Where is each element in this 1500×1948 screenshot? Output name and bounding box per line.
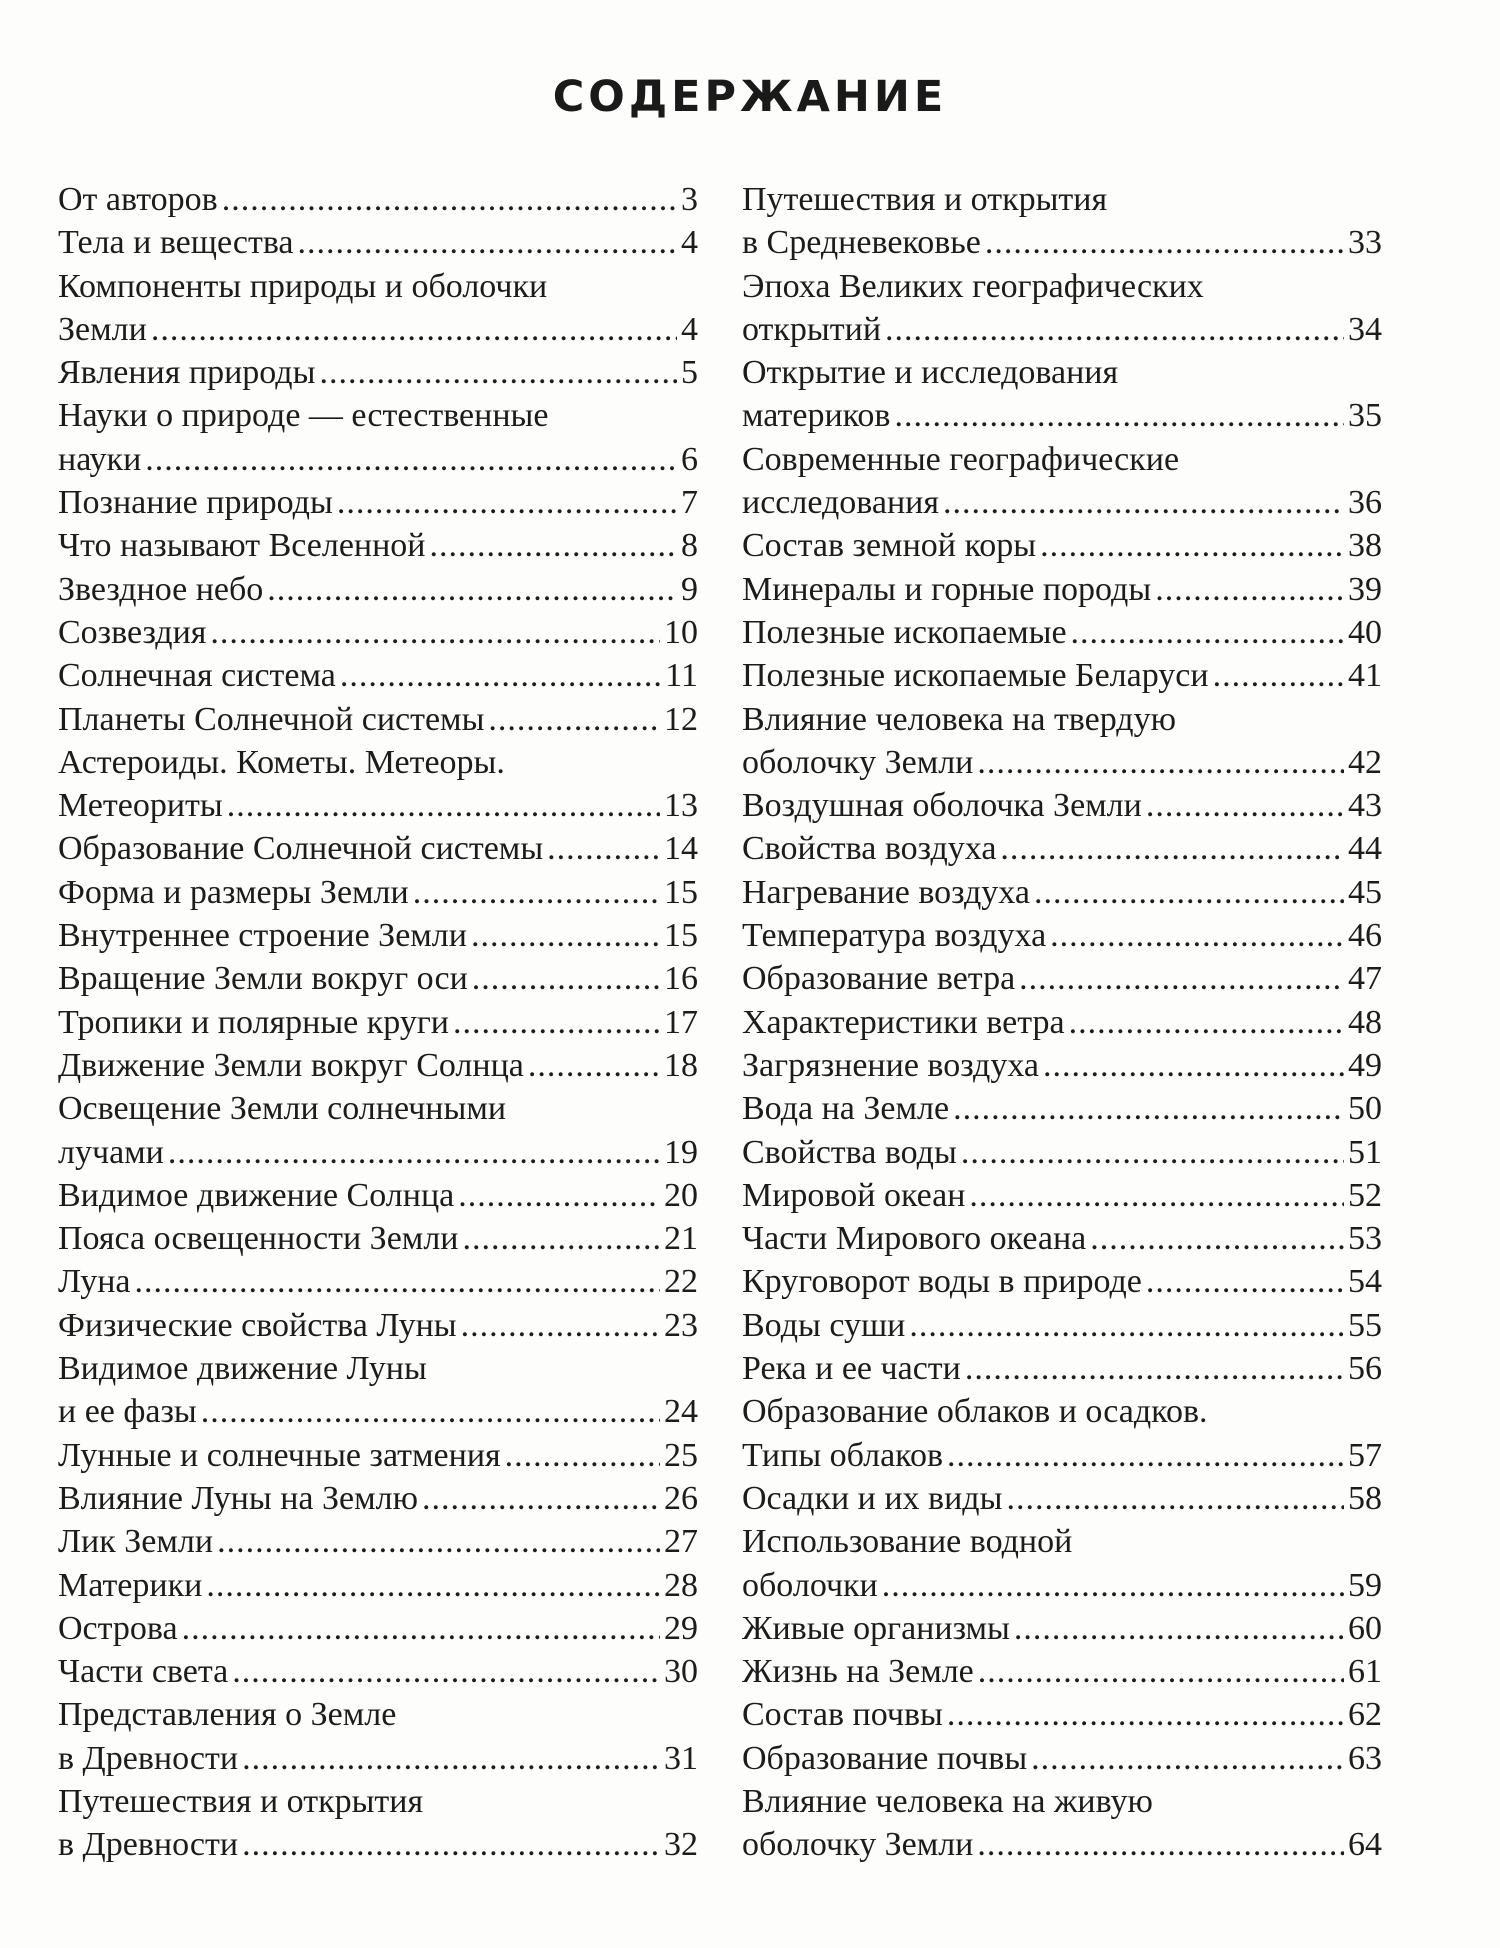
dot-leader	[1155, 568, 1344, 611]
toc-entry-title: Воды суши	[742, 1306, 906, 1344]
dot-leader	[947, 1693, 1344, 1736]
toc-entry-title: Вращение Земли вокруг оси	[58, 960, 468, 998]
toc-page-number: 9	[681, 570, 698, 608]
toc-entry-title: Состав земной коры	[742, 527, 1037, 565]
dot-leader	[458, 1174, 660, 1217]
dot-leader	[943, 481, 1344, 524]
toc-entry-title: исследования	[742, 484, 940, 522]
toc-entry-title: и ее фазы	[58, 1393, 197, 1431]
dot-leader	[1006, 1477, 1344, 1520]
toc-entry-title: Видимое движение Солнца	[58, 1176, 455, 1214]
dot-leader	[453, 1001, 660, 1044]
toc-entry	[58, 1693, 698, 1780]
toc-entry	[58, 178, 698, 221]
toc-entry-title: Явления природы	[58, 354, 316, 392]
toc-entry-title: Видимое движение Луны	[58, 1350, 427, 1388]
toc-entry	[742, 1520, 1382, 1607]
toc-page-number: 58	[1348, 1479, 1382, 1517]
dot-leader	[1019, 957, 1344, 1000]
dot-leader	[985, 221, 1344, 264]
toc-entry-title: Влияние человека на живую	[742, 1782, 1153, 1820]
dot-leader	[462, 1217, 660, 1260]
toc-entry	[58, 654, 698, 697]
toc-page-number: 14	[664, 830, 698, 868]
dot-leader	[909, 1304, 1344, 1347]
toc-entry	[742, 1477, 1382, 1520]
toc-page-number: 41	[1348, 657, 1382, 695]
toc-entry	[742, 265, 1382, 352]
dot-leader	[488, 698, 660, 741]
toc-page-number: 63	[1348, 1739, 1382, 1777]
page-title: СОДЕРЖАНИЕ	[552, 72, 948, 122]
dot-leader	[151, 308, 677, 351]
toc-entry-title: Метеориты	[58, 787, 223, 825]
dot-leader	[168, 1131, 660, 1174]
toc-entry-title: Созвездия	[58, 613, 207, 651]
toc-entry	[742, 1737, 1382, 1780]
toc-entry	[58, 914, 698, 957]
dot-leader	[1213, 654, 1344, 697]
toc-page-number: 64	[1348, 1826, 1382, 1864]
toc-page-number: 62	[1348, 1696, 1382, 1734]
toc-page-number: 5	[681, 354, 698, 392]
toc-entry-title: Нагревание воздуха	[742, 873, 1030, 911]
toc-entry-title: Вода на Земле	[742, 1090, 950, 1128]
dot-leader	[217, 1520, 660, 1563]
toc-entry-title: Свойства воды	[742, 1133, 957, 1171]
toc-entry-title: Форма и размеры Земли	[58, 873, 409, 911]
toc-page-number: 27	[664, 1523, 698, 1561]
toc-entry-title: материков	[742, 397, 891, 435]
toc-entry	[742, 438, 1382, 525]
toc-page-number: 10	[664, 613, 698, 651]
toc-entry	[58, 871, 698, 914]
toc-entry-title: Материки	[58, 1566, 203, 1604]
dot-leader	[528, 1044, 660, 1087]
toc-entry-title: в Древности	[58, 1739, 239, 1777]
dot-leader	[969, 1174, 1344, 1217]
toc-entry-title: Земли	[58, 310, 147, 348]
toc-page-number: 28	[664, 1566, 698, 1604]
toc-entry	[58, 351, 698, 394]
toc-entry-title: лучами	[58, 1133, 164, 1171]
dot-leader	[242, 1737, 660, 1780]
toc-page-number: 30	[664, 1653, 698, 1691]
toc-entry	[742, 1304, 1382, 1347]
toc-entry	[58, 1650, 698, 1693]
toc-page-number: 59	[1348, 1566, 1382, 1604]
toc-entry-title: открытий	[742, 310, 882, 348]
toc-entry	[58, 1477, 698, 1520]
toc-entry-title: Солнечная система	[58, 657, 336, 695]
dot-leader	[1146, 1260, 1344, 1303]
toc-entry-title: Характеристики ветра	[742, 1003, 1065, 1041]
toc-entry-title: Эпоха Великих географических	[742, 267, 1204, 305]
dot-leader	[977, 741, 1344, 784]
toc-page-number: 51	[1348, 1133, 1382, 1171]
toc-entry	[58, 1001, 698, 1044]
dot-leader	[430, 524, 678, 567]
toc-entry	[742, 914, 1382, 957]
dot-leader	[340, 654, 661, 697]
dot-leader	[1071, 611, 1344, 654]
toc-entry-title: Части Мирового океана	[742, 1220, 1087, 1258]
toc-entry	[742, 1693, 1382, 1736]
toc-entry	[742, 784, 1382, 827]
toc-entry-title: Путешествия и открытия	[58, 1782, 424, 1820]
toc-entry	[58, 568, 698, 611]
toc-entry-title: науки	[58, 440, 142, 478]
toc-entry-title: Образование Солнечной системы	[58, 830, 544, 868]
toc-entry	[742, 1087, 1382, 1130]
toc-entry-title: Круговорот воды в природе	[742, 1263, 1142, 1301]
toc-entry	[742, 827, 1382, 870]
toc-page-number: 35	[1348, 397, 1382, 435]
dot-leader	[222, 178, 677, 221]
toc-page-number: 31	[664, 1739, 698, 1777]
dot-leader	[145, 438, 677, 481]
toc-entry-title: Внутреннее строение Земли	[58, 917, 467, 955]
toc-page-number: 45	[1348, 873, 1382, 911]
dot-leader	[1069, 1001, 1344, 1044]
toc-page-number: 43	[1348, 787, 1382, 825]
dot-leader	[135, 1260, 661, 1303]
toc-entry	[742, 1174, 1382, 1217]
toc-page-number: 8	[681, 527, 698, 565]
toc-page-number: 4	[681, 310, 698, 348]
toc-page-number: 49	[1348, 1046, 1382, 1084]
toc-entry-title: Представления о Земле	[58, 1696, 397, 1734]
toc-entry-title: Науки о природе — естественные	[58, 397, 549, 435]
toc-page-number: 11	[665, 657, 698, 695]
toc-entry-title: Планеты Солнечной системы	[58, 700, 485, 738]
dot-leader	[1000, 827, 1344, 870]
toc-entry-title: Лик Земли	[58, 1523, 214, 1561]
dot-leader	[1014, 1607, 1344, 1650]
dot-leader	[472, 957, 660, 1000]
toc-page-number: 12	[664, 700, 698, 738]
toc-entry	[58, 1607, 698, 1650]
toc-entry	[58, 1347, 698, 1434]
toc-page-number: 36	[1348, 484, 1382, 522]
toc-entry	[58, 265, 698, 352]
toc-entry-title: Освещение Земли солнечными	[58, 1090, 507, 1128]
toc-entry-title: Река и ее части	[742, 1350, 961, 1388]
toc-entry	[58, 481, 698, 524]
toc-entry	[742, 611, 1382, 654]
toc-entry-title: Минералы и горные породы	[742, 570, 1152, 608]
toc-entry-title: оболочку Земли	[742, 1826, 974, 1864]
toc-entry	[58, 1304, 698, 1347]
toc-entry-title: Температура воздуха	[742, 917, 1047, 955]
toc-page-number: 15	[664, 917, 698, 955]
toc-page-number: 47	[1348, 960, 1382, 998]
toc-page-number: 3	[681, 181, 698, 218]
toc-entry-title: Познание природы	[58, 484, 333, 522]
toc-entry-title: в Средневековье	[742, 224, 981, 262]
dot-leader	[227, 784, 660, 827]
toc-entry-title: Тропики и полярные круги	[58, 1003, 449, 1041]
toc-entry	[742, 957, 1382, 1000]
dot-leader	[206, 1564, 660, 1607]
toc-entry-title: Компоненты природы и оболочки	[58, 267, 548, 305]
dot-leader	[1090, 1217, 1344, 1260]
toc-page-number: 18	[664, 1046, 698, 1084]
toc-page-number: 50	[1348, 1090, 1382, 1128]
toc-entry-title: Астероиды. Кометы. Метеоры.	[58, 743, 505, 781]
dot-leader	[182, 1607, 660, 1650]
toc-entry	[742, 1390, 1382, 1477]
toc-page-number: 23	[664, 1306, 698, 1344]
toc-entry	[58, 741, 698, 828]
toc-entry	[742, 1607, 1382, 1650]
toc-entry	[742, 871, 1382, 914]
toc-entry-title: оболочку Земли	[742, 743, 974, 781]
toc-entry-title: Типы облаков	[742, 1436, 944, 1474]
toc-entry	[58, 1174, 698, 1217]
dot-leader	[978, 1650, 1344, 1693]
toc-entry	[58, 524, 698, 567]
toc-page-number: 33	[1348, 224, 1382, 262]
toc-page-number: 54	[1348, 1263, 1382, 1301]
toc-page-number: 17	[664, 1003, 698, 1041]
toc-entry	[742, 568, 1382, 611]
toc-entry-title: От авторов	[58, 181, 218, 218]
toc-entry-title: Полезные ископаемые Беларуси	[742, 657, 1209, 695]
toc-entry-title: Живые организмы	[742, 1609, 1010, 1647]
toc-page-number: 52	[1348, 1176, 1382, 1214]
toc-entry-title: Что называют Вселенной	[58, 527, 426, 565]
toc-page-number: 29	[664, 1609, 698, 1647]
toc-entry-title: Образование почвы	[742, 1739, 1028, 1777]
toc-entry-title: Жизнь на Земле	[742, 1653, 974, 1691]
toc-page-number: 55	[1348, 1306, 1382, 1344]
toc-entry	[742, 1001, 1382, 1044]
toc-entry-title: Состав почвы	[742, 1696, 943, 1734]
dot-leader	[210, 611, 660, 654]
toc-entry-title: Влияние Луны на Землю	[58, 1479, 419, 1517]
toc-page-number: 57	[1348, 1436, 1382, 1474]
toc-page-number: 21	[664, 1220, 698, 1258]
toc-entry-title: Мировой океан	[742, 1176, 966, 1214]
dot-leader	[201, 1390, 660, 1433]
toc-entry	[58, 1434, 698, 1477]
dot-leader	[882, 1564, 1344, 1607]
toc-entry	[742, 1217, 1382, 1260]
toc-page-number: 60	[1348, 1609, 1382, 1647]
toc-entry-title: Осадки и их виды	[742, 1479, 1003, 1517]
dot-leader	[1031, 1737, 1344, 1780]
toc-page-number: 40	[1348, 613, 1382, 651]
toc-entry	[742, 654, 1382, 697]
dot-leader	[413, 871, 660, 914]
toc-entry	[58, 394, 698, 481]
toc-entry-title: оболочки	[742, 1566, 878, 1604]
toc-entry-title: Пояса освещенности Земли	[58, 1220, 459, 1258]
toc-page-number: 22	[664, 1263, 698, 1301]
dot-leader	[505, 1434, 660, 1477]
dot-leader	[947, 1434, 1344, 1477]
dot-leader	[965, 1347, 1344, 1390]
toc-entry-title: Физические свойства Луны	[58, 1306, 457, 1344]
dot-leader	[977, 1823, 1344, 1866]
toc-page-number: 32	[664, 1826, 698, 1864]
toc-page-number: 16	[664, 960, 698, 998]
toc-page-number: 6	[681, 440, 698, 478]
toc-entry-title: Современные географические	[742, 440, 1180, 478]
dot-leader	[1043, 1044, 1344, 1087]
toc-entry	[58, 1520, 698, 1563]
toc-entry-title: Открытие и исследования	[742, 354, 1119, 392]
toc-entry	[742, 351, 1382, 438]
toc-entry-title: Лунные и солнечные затмения	[58, 1436, 501, 1474]
toc-page-number: 39	[1348, 570, 1382, 608]
toc-page-number: 15	[664, 873, 698, 911]
toc-entry	[58, 1217, 698, 1260]
toc-entry-title: Влияние человека на твердую	[742, 700, 1176, 738]
toc-page-number: 4	[681, 224, 698, 262]
toc-page-number: 25	[664, 1436, 698, 1474]
dot-leader	[242, 1823, 660, 1866]
toc-page-number: 42	[1348, 743, 1382, 781]
toc-page-number: 19	[664, 1133, 698, 1171]
dot-leader	[422, 1477, 660, 1520]
toc-entry	[58, 1564, 698, 1607]
toc-entry-title: Образование ветра	[742, 960, 1016, 998]
toc-page-number: 26	[664, 1479, 698, 1517]
toc-entry	[742, 1131, 1382, 1174]
toc-entry	[742, 1044, 1382, 1087]
toc-entry-title: Острова	[58, 1609, 178, 1647]
toc-entry-title: Загрязнение воздуха	[742, 1046, 1039, 1084]
toc-entry	[58, 611, 698, 654]
dot-leader	[885, 308, 1344, 351]
toc-entry	[58, 1260, 698, 1303]
toc-page-number: 61	[1348, 1653, 1382, 1691]
toc-entry	[58, 1087, 698, 1174]
toc-entry-title: в Древности	[58, 1826, 239, 1864]
dot-leader	[953, 1087, 1344, 1130]
toc-entry	[58, 827, 698, 870]
dot-leader	[461, 1304, 660, 1347]
toc-entry	[742, 524, 1382, 567]
toc-page-number: 46	[1348, 917, 1382, 955]
dot-leader	[1050, 914, 1344, 957]
toc-page-number: 13	[664, 787, 698, 825]
dot-leader	[1040, 524, 1344, 567]
toc-page-number: 24	[664, 1393, 698, 1431]
toc-page-number: 53	[1348, 1220, 1382, 1258]
toc-page-number: 48	[1348, 1003, 1382, 1041]
dot-leader	[1034, 871, 1344, 914]
toc-entry	[742, 698, 1382, 785]
toc-entry-title: Образование облаков и осадков.	[742, 1393, 1208, 1431]
toc-entry	[742, 1650, 1382, 1693]
dot-leader	[337, 481, 677, 524]
toc-entry	[58, 957, 698, 1000]
toc-entry-title: Части света	[58, 1653, 229, 1691]
toc-entry-title: Свойства воздуха	[742, 830, 997, 868]
toc-entry	[742, 178, 1382, 265]
dot-leader	[298, 221, 677, 264]
dot-leader	[471, 914, 660, 957]
dot-leader	[961, 1131, 1344, 1174]
toc-entry-title: Воздушная оболочка Земли	[742, 787, 1142, 825]
toc-column-left	[58, 178, 698, 1867]
toc-entry-title: Путешествия и открытия	[742, 181, 1108, 218]
toc-page-number: 34	[1348, 310, 1382, 348]
toc-entry	[58, 1044, 698, 1087]
toc-entry-title: Тела и вещества	[58, 224, 294, 262]
toc-entry	[742, 1347, 1382, 1390]
dot-leader	[319, 351, 677, 394]
dot-leader	[894, 394, 1344, 437]
toc-column-right	[742, 178, 1382, 1867]
toc-entry-title: Использование водной	[742, 1523, 1073, 1561]
toc-entry	[58, 698, 698, 741]
toc-page-number: 56	[1348, 1350, 1382, 1388]
dot-leader	[1146, 784, 1344, 827]
toc-entry	[58, 221, 698, 264]
toc-entry	[58, 1780, 698, 1867]
toc-page-number: 38	[1348, 527, 1382, 565]
toc-page-number: 44	[1348, 830, 1382, 868]
toc-entry	[742, 1780, 1382, 1867]
toc-entry-title: Луна	[58, 1263, 131, 1301]
toc-page-number: 20	[664, 1176, 698, 1214]
toc-entry-title: Движение Земли вокруг Солнца	[58, 1046, 524, 1084]
toc-entry-title: Полезные ископаемые	[742, 613, 1067, 651]
toc-entry	[742, 1260, 1382, 1303]
dot-leader	[267, 568, 677, 611]
dot-leader	[232, 1650, 660, 1693]
dot-leader	[547, 827, 660, 870]
toc-entry-title: Звездное небо	[58, 570, 264, 608]
toc-page-number: 7	[681, 484, 698, 522]
